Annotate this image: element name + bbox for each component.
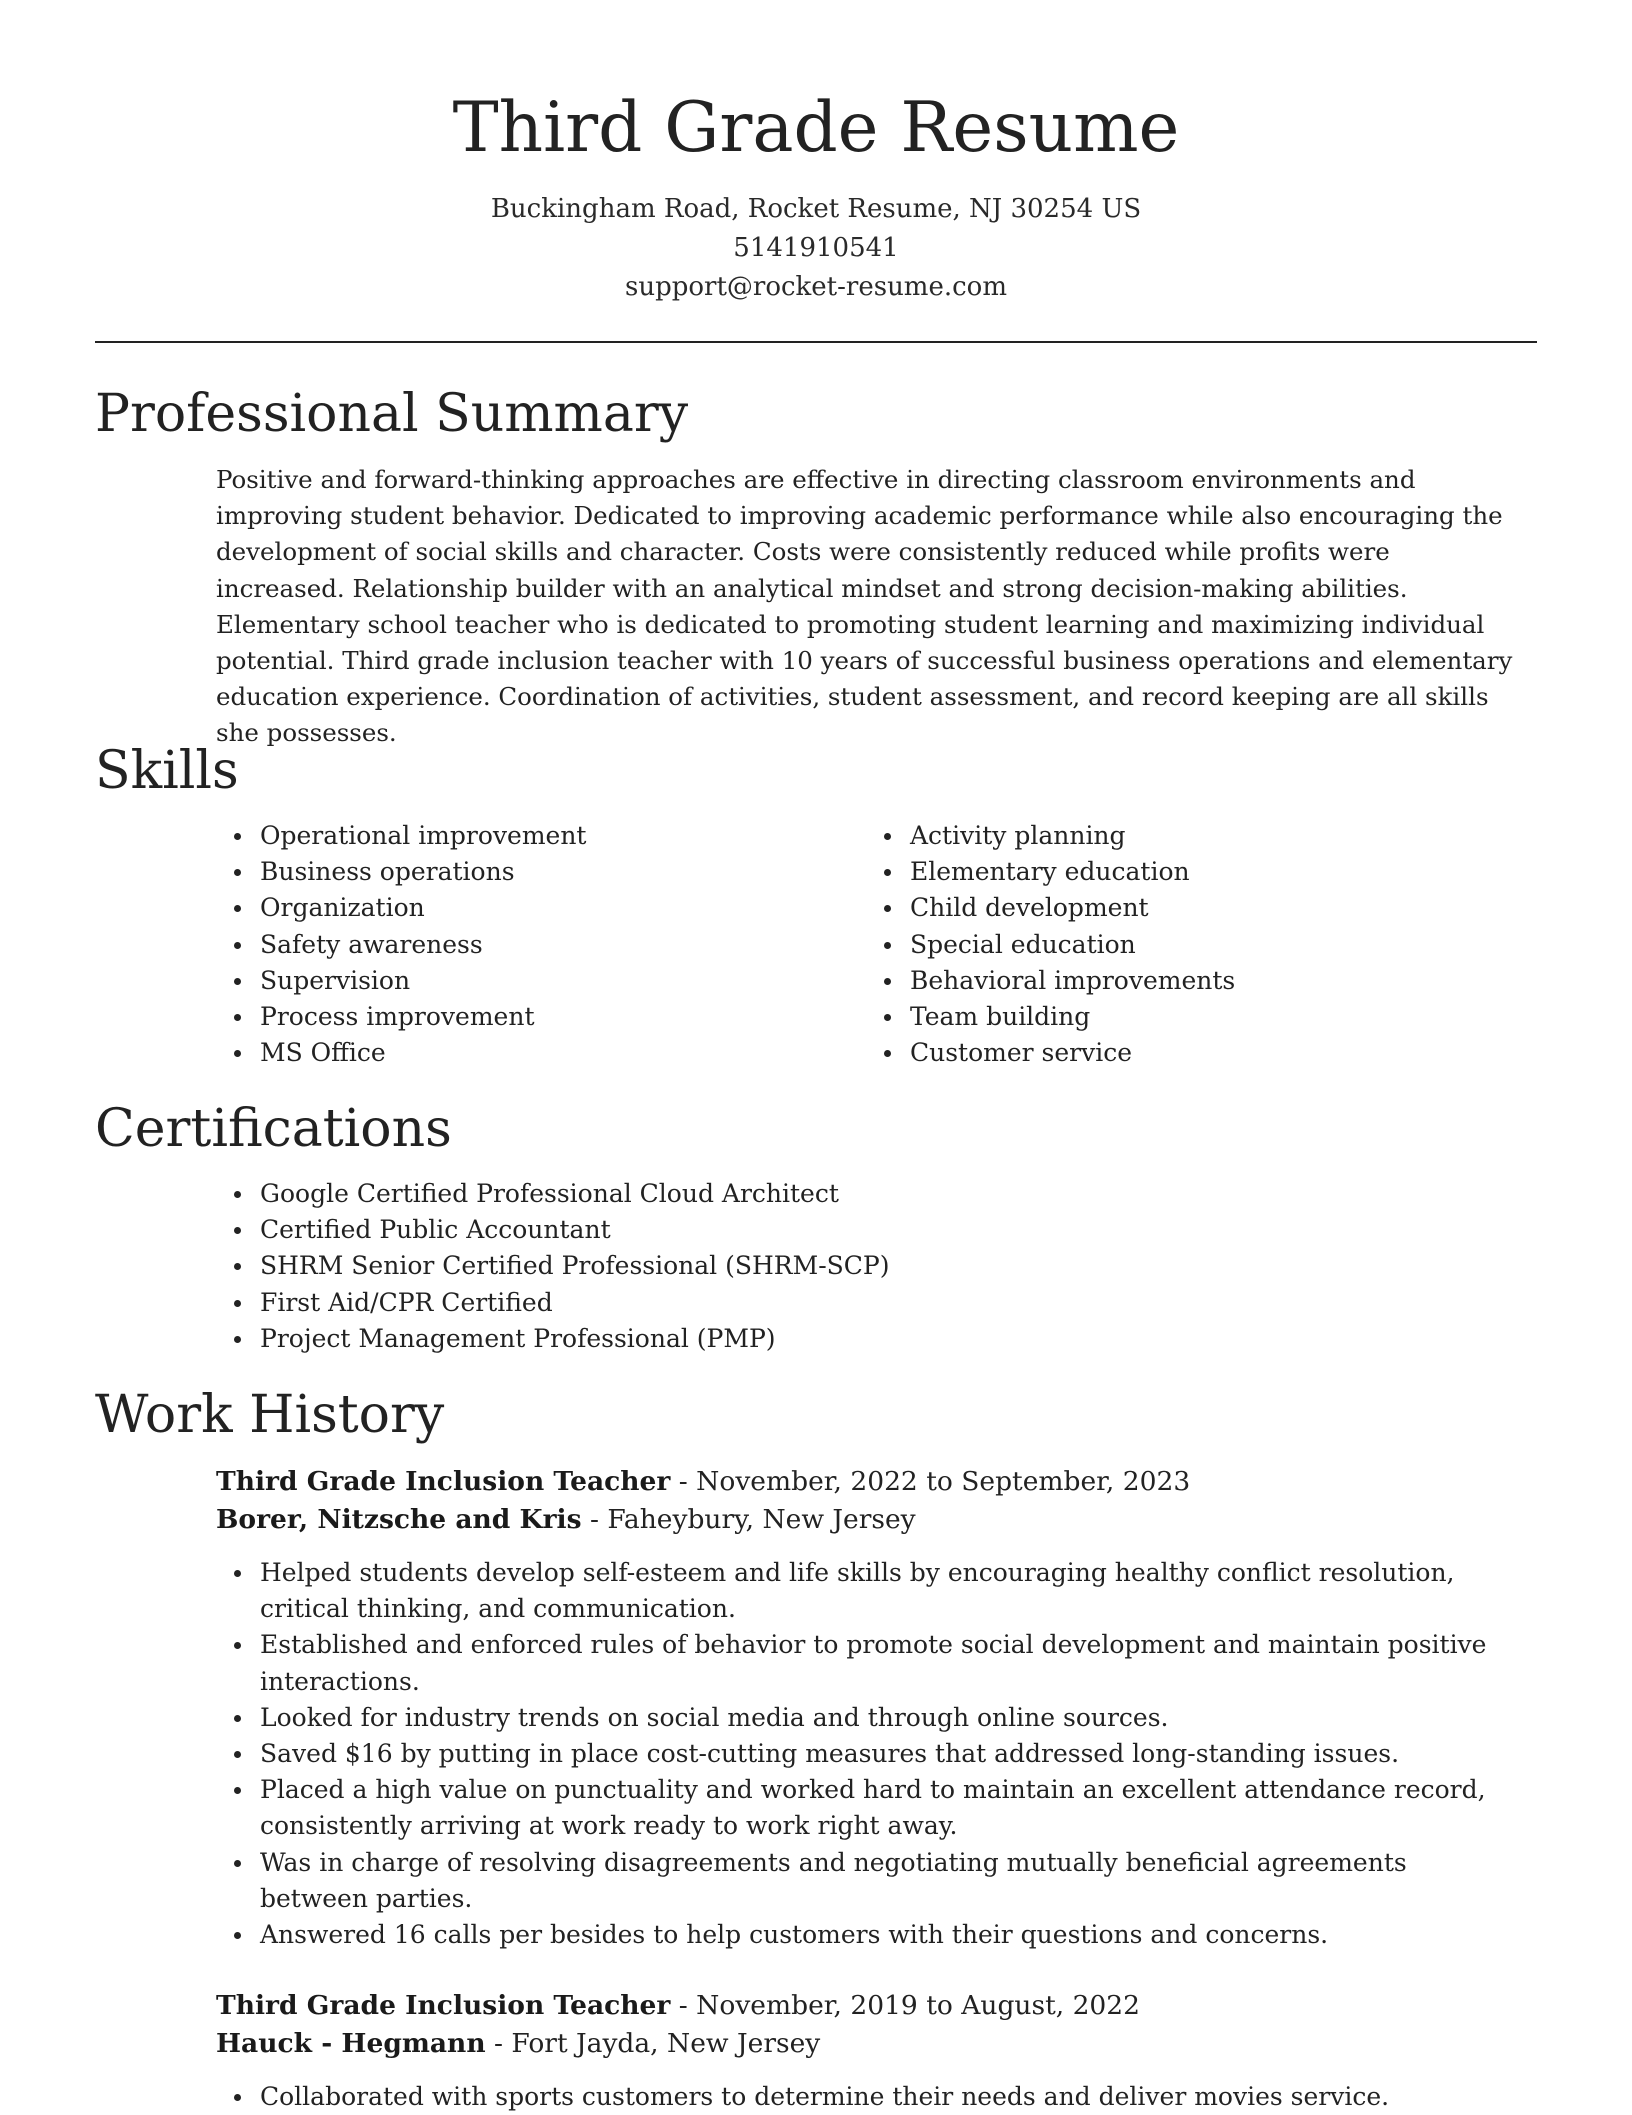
job-title: Third Grade Inclusion Teacher <box>216 1466 671 1497</box>
job-duty-item: Answered 16 calls per besides to help customers with their questions and concerns. <box>216 1917 1516 1953</box>
job-duty-item: Looked for industry trends on social media and through online sources. <box>216 1700 1516 1736</box>
skills-column-right <box>866 818 1466 1071</box>
job-duty-item: Established and enforced rules of behavior to promote social development and maintain positive interactions. <box>216 1627 1516 1699</box>
job-dates: - November, 2019 to August, 2022 <box>670 1990 1141 2021</box>
job-duty-item: Collaborated with sports customers to determine their needs and deliver movies service. <box>216 2079 1516 2115</box>
header-divider <box>95 341 1537 343</box>
job-title-line <box>216 1463 1190 1501</box>
contact-address: Buckingham Road, Rocket Resume, NJ 30254 US <box>490 194 1142 224</box>
skill-item: Safety awareness <box>216 927 816 963</box>
job-company-line <box>216 2025 820 2063</box>
certification-item: SHRM Senior Certified Professional (SHRM-SCP) <box>216 1248 1516 1284</box>
job-dates: - November, 2022 to September, 2023 <box>670 1466 1191 1497</box>
skills-heading: Skills <box>95 741 239 801</box>
job-location: - Faheybury, New Jersey <box>581 1504 916 1535</box>
certification-item: Google Certified Professional Cloud Architect <box>216 1176 1516 1212</box>
summary-text: Positive and forward-thinking approaches are effective in directing classroom environments and improving student behavior. Dedicated to improving academic performance while also encouraging the development of social skills and character. Costs were consistently reduced while profits were increased. Relationship builder with an analytical mindset and strong decision-making abilities. Elementary school teacher who is dedicated to promoting student learning and maximizing individual potential. Third grade inclusion teacher with 10 years of successful business operations and elementary education experience. Coordination of activities, student assessment, and record keeping are all skills she possesses. <box>216 465 1513 748</box>
skill-item: Behavioral improvements <box>866 963 1466 999</box>
certifications-list <box>216 1176 1516 1357</box>
contact-phone: 5141910541 <box>733 233 899 263</box>
job-title-line <box>216 1987 1140 2025</box>
certification-item: First Aid/CPR Certified <box>216 1285 1516 1321</box>
job-duty-item: Saved $16 by putting in place cost-cutting measures that addressed long-standing issues. <box>216 1736 1516 1772</box>
job-duties-list <box>216 1555 1516 1953</box>
contact-block <box>0 190 1632 307</box>
skill-item: Special education <box>866 927 1466 963</box>
skill-item: Business operations <box>216 854 816 890</box>
resume-name: Third Grade Resume <box>452 88 1180 168</box>
summary-heading: Professional Summary <box>95 384 689 444</box>
skill-item: Activity planning <box>866 818 1466 854</box>
work-history-heading: Work History <box>95 1385 445 1445</box>
skill-item: Team building <box>866 999 1466 1035</box>
resume-header <box>0 0 1632 307</box>
job-duty-item: Helped students develop self-esteem and life skills by encouraging healthy conflict resolution, critical thinking, and communication. <box>216 1555 1516 1627</box>
job-location: - Fort Jayda, New Jersey <box>485 2028 821 2059</box>
job-duty-item: Was in charge of resolving disagreements and negotiating mutually beneficial agreements between parties. <box>216 1845 1516 1917</box>
skills-list-right <box>866 818 1466 1071</box>
job-company: Borer, Nitzsche and Kris <box>216 1504 582 1535</box>
job-company: Hauck - Hegmann <box>216 2028 486 2059</box>
skill-item: Elementary education <box>866 854 1466 890</box>
skill-item: Process improvement <box>216 999 816 1035</box>
certifications-heading: Certifications <box>95 1099 452 1159</box>
skill-item: Customer service <box>866 1035 1466 1071</box>
certification-item: Project Management Professional (PMP) <box>216 1321 1516 1357</box>
job-company-line <box>216 1501 916 1539</box>
job-duties <box>216 2079 1516 2115</box>
certifications-block <box>216 1176 1516 1357</box>
skill-item: Child development <box>866 890 1466 926</box>
certification-item: Certified Public Accountant <box>216 1212 1516 1248</box>
job-duties-list <box>216 2079 1516 2115</box>
skills-list-left <box>216 818 816 1071</box>
skill-item: Supervision <box>216 963 816 999</box>
job-duty-item: Placed a high value on punctuality and worked hard to maintain an excellent attendance record, consistently arriving at work ready to work right away. <box>216 1772 1516 1844</box>
skill-item: Operational improvement <box>216 818 816 854</box>
contact-email: support@rocket-resume.com <box>624 272 1007 302</box>
skill-item: Organization <box>216 890 816 926</box>
skill-item: MS Office <box>216 1035 816 1071</box>
job-title: Third Grade Inclusion Teacher <box>216 1990 671 2021</box>
skills-column-left <box>216 818 816 1071</box>
job-duties <box>216 1555 1516 1953</box>
